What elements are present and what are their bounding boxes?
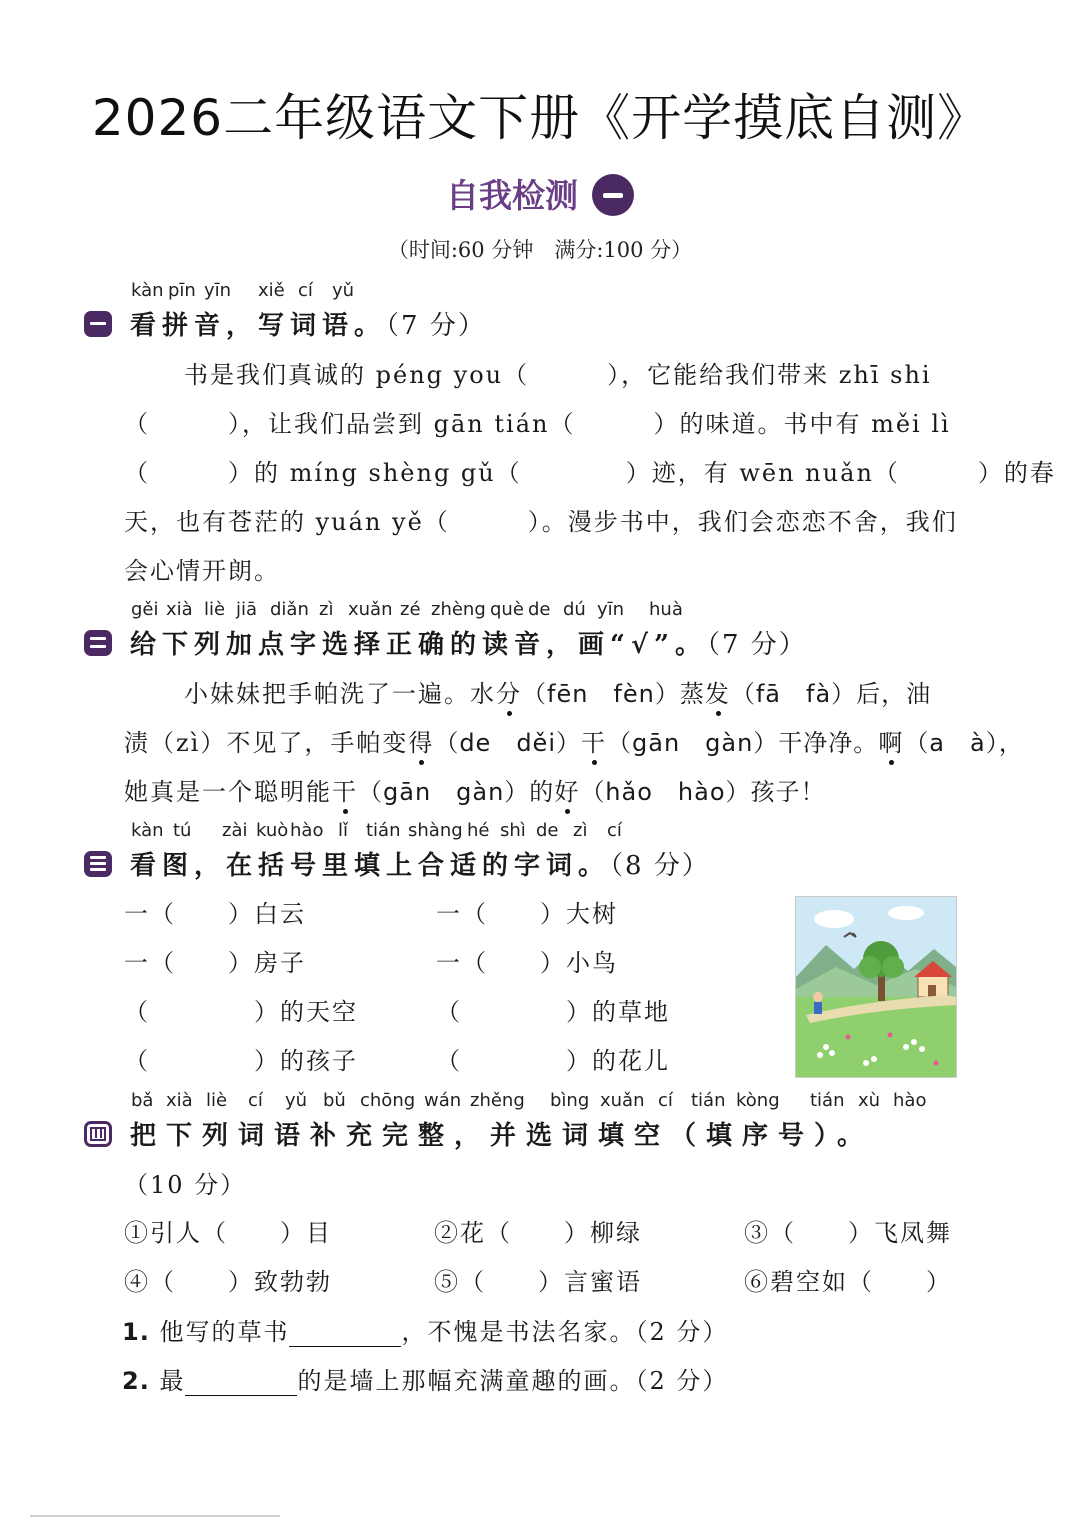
dotted-char: 发 xyxy=(704,680,731,708)
q2-line-2-text: 渍（zì）不见了，手帕变 xyxy=(124,729,409,757)
pinyin-syllable: liè xyxy=(204,599,226,620)
pinyin-syllable: zhèng xyxy=(431,599,486,620)
answer-blank[interactable] xyxy=(185,1375,297,1396)
q1-line-4: 天，也有苍茫的 yuán yě（ ）。漫步书中，我们会恋恋不舍，我们 xyxy=(124,508,958,536)
pinyin-syllable: cí xyxy=(298,280,313,301)
q1-score: （7 分） xyxy=(386,311,486,341)
dotted-char: 得 xyxy=(408,729,435,757)
pinyin-syllable: què xyxy=(490,599,524,620)
dotted-char: 好 xyxy=(554,778,581,806)
pinyin-syllable: kàn xyxy=(131,280,164,301)
landscape-illustration xyxy=(795,896,957,1078)
sub-question-text: ，不愧是书法名家。（2 分） xyxy=(401,1318,729,1346)
q4-option: ④（ ）致勃勃 xyxy=(124,1268,332,1296)
pinyin-syllable: zé xyxy=(400,599,421,620)
reading-options: （gān gàn）的 xyxy=(358,778,555,806)
pinyin-syllable: zài xyxy=(222,820,248,841)
pinyin-syllable: cí xyxy=(248,1090,263,1111)
pinyin-syllable: lǐ xyxy=(338,820,349,841)
pinyin-syllable: huà xyxy=(649,599,683,620)
sub-question-text: 最 xyxy=(159,1367,186,1395)
pinyin-syllable: xiě xyxy=(258,280,285,301)
q4-title: 把下列词语补充完整，并选词填空（填序号）。 xyxy=(130,1121,874,1151)
q2-title: 给下列加点字选择正确的读音，画“√”。 xyxy=(130,630,707,660)
dotted-char: 分 xyxy=(496,680,522,708)
sub-question-text: 他写的草书 xyxy=(159,1318,290,1346)
pinyin-syllable: yīn xyxy=(204,280,232,301)
q3-item: 一（ ）大树 xyxy=(436,900,618,928)
pinyin-syllable: cí xyxy=(607,820,622,841)
q2-line-3 xyxy=(124,772,826,807)
pinyin-syllable: zhěng xyxy=(470,1090,525,1111)
pinyin-syllable: diǎn xyxy=(270,599,309,620)
pinyin-syllable: pīn xyxy=(168,280,196,301)
pinyin-syllable: yīn xyxy=(597,599,625,620)
sub-question-text: 的是墙上那幅充满童趣的画。（2 分） xyxy=(297,1367,729,1395)
q3-item: 一（ ）房子 xyxy=(124,949,306,977)
q3-score: （8 分） xyxy=(610,851,710,881)
q3-heading xyxy=(84,845,710,882)
q4-option: ⑥碧空如（ ） xyxy=(744,1268,952,1296)
pinyin-syllable: xuǎn xyxy=(600,1090,645,1111)
q3-title: 看图，在括号里填上合适的字词。 xyxy=(130,851,611,881)
pinyin-syllable: shàng xyxy=(408,820,463,841)
pinyin-syllable: zì xyxy=(573,820,588,841)
pinyin-syllable: tú xyxy=(173,820,192,841)
q4-score: （10 分） xyxy=(124,1171,247,1199)
pinyin-syllable: de xyxy=(536,820,559,841)
question-number-four-icon xyxy=(84,1121,112,1147)
q1-title: 看拼音，写词语。 xyxy=(130,311,387,341)
sub-question-number: 2. xyxy=(122,1367,150,1395)
dotted-char: 干 xyxy=(581,729,607,757)
reading-options: （de děi） xyxy=(434,729,581,757)
subtitle-text: 自我检测 xyxy=(446,176,578,215)
question-number-three-icon xyxy=(84,851,112,877)
pinyin-syllable: shì xyxy=(500,820,526,841)
pinyin-syllable: yǔ xyxy=(285,1090,308,1111)
q3-item: 一（ ）白云 xyxy=(124,900,306,928)
q3-item: （ ）的花儿 xyxy=(436,1047,670,1075)
answer-blank[interactable] xyxy=(289,1326,401,1347)
pinyin-syllable: wán xyxy=(424,1090,462,1111)
pinyin-syllable: bǎ xyxy=(131,1090,154,1111)
q2-line-1-text: 小妹妹把手帕洗了一遍。水 xyxy=(184,680,496,708)
q4-sub-1 xyxy=(122,1312,728,1347)
pinyin-syllable: kòng xyxy=(736,1090,780,1111)
q2-score: （7 分） xyxy=(707,630,807,660)
q1-heading xyxy=(84,305,486,342)
q3-item: 一（ ）小鸟 xyxy=(436,949,618,977)
q2-line-1 xyxy=(184,674,931,709)
q4-option: ①引人（ ）目 xyxy=(124,1219,332,1247)
reading-options: （gān gàn）干净净。 xyxy=(607,729,879,757)
pinyin-syllable: zì xyxy=(319,599,334,620)
sub-question-number: 1. xyxy=(122,1318,150,1346)
q1-line-3: （ ）的 míng shèng gǔ（ ）迹，有 wēn nuǎn（ ）的春 xyxy=(124,459,1056,487)
q1-line-2: （ ），让我们品尝到 gān tián（ ）的味道。书中有 měi lì xyxy=(124,410,951,438)
q3-item: （ ）的草地 xyxy=(436,998,670,1026)
q1-line-5: 会心情开朗。 xyxy=(124,557,280,585)
question-number-one-icon xyxy=(84,311,112,337)
pinyin-syllable: yǔ xyxy=(332,280,355,301)
pinyin-syllable: bǔ xyxy=(323,1090,346,1111)
q2-line-2 xyxy=(124,723,1024,758)
page-title: 2026二年级语文下册《开学摸底自测》 xyxy=(91,89,989,147)
q4-option: ⑤（ ）言蜜语 xyxy=(434,1268,642,1296)
section-subtitle xyxy=(0,170,1080,219)
dotted-char: 干 xyxy=(332,778,358,806)
number-one-badge-icon xyxy=(592,174,634,216)
q4-option: ②花（ ）柳绿 xyxy=(434,1219,642,1247)
pinyin-syllable: kàn xyxy=(131,820,164,841)
reading-options: （fēn fèn）蒸 xyxy=(522,680,705,708)
pinyin-syllable: xuǎn xyxy=(348,599,393,620)
reading-options: （a à）， xyxy=(904,729,1024,757)
dotted-char: 啊 xyxy=(878,729,905,757)
q2-heading xyxy=(84,624,807,661)
pinyin-syllable: tián xyxy=(366,820,401,841)
time-info: （时间:60 分钟 满分:100 分） xyxy=(387,238,693,262)
q4-heading xyxy=(84,1115,873,1152)
pinyin-syllable: cí xyxy=(658,1090,673,1111)
question-number-two-icon xyxy=(84,630,112,656)
pinyin-syllable: hào xyxy=(893,1090,927,1111)
pinyin-syllable: hé xyxy=(467,820,490,841)
reading-options: （fā fà）后，油 xyxy=(730,680,932,708)
q1-line-1: 书是我们真诚的 péng you（ ），它能给我们带来 zhī shi xyxy=(184,361,932,389)
q4-option: ③（ ）飞凤舞 xyxy=(744,1219,952,1247)
pinyin-syllable: kuò xyxy=(256,820,289,841)
pinyin-syllable: bìng xyxy=(550,1090,590,1111)
pinyin-syllable: xià xyxy=(166,599,193,620)
pinyin-syllable: dú xyxy=(563,599,586,620)
pinyin-syllable: hào xyxy=(290,820,324,841)
q3-item: （ ）的孩子 xyxy=(124,1047,358,1075)
reading-options: （hǎo hào）孩子！ xyxy=(580,778,826,806)
pinyin-syllable: gěi xyxy=(131,599,159,620)
page-edge-divider xyxy=(30,1515,280,1517)
landscape-scene-icon xyxy=(796,897,956,1077)
pinyin-syllable: chōng xyxy=(360,1090,416,1111)
q4-sub-2 xyxy=(122,1361,728,1396)
pinyin-syllable: de xyxy=(528,599,551,620)
pinyin-syllable: jiā xyxy=(236,599,258,620)
q3-item: （ ）的天空 xyxy=(124,998,358,1026)
pinyin-syllable: tián xyxy=(810,1090,845,1111)
pinyin-syllable: xià xyxy=(166,1090,193,1111)
pinyin-syllable: xù xyxy=(858,1090,881,1111)
q2-line-3-text: 她真是一个聪明能 xyxy=(124,778,332,806)
pinyin-syllable: tián xyxy=(691,1090,726,1111)
pinyin-syllable: liè xyxy=(206,1090,228,1111)
